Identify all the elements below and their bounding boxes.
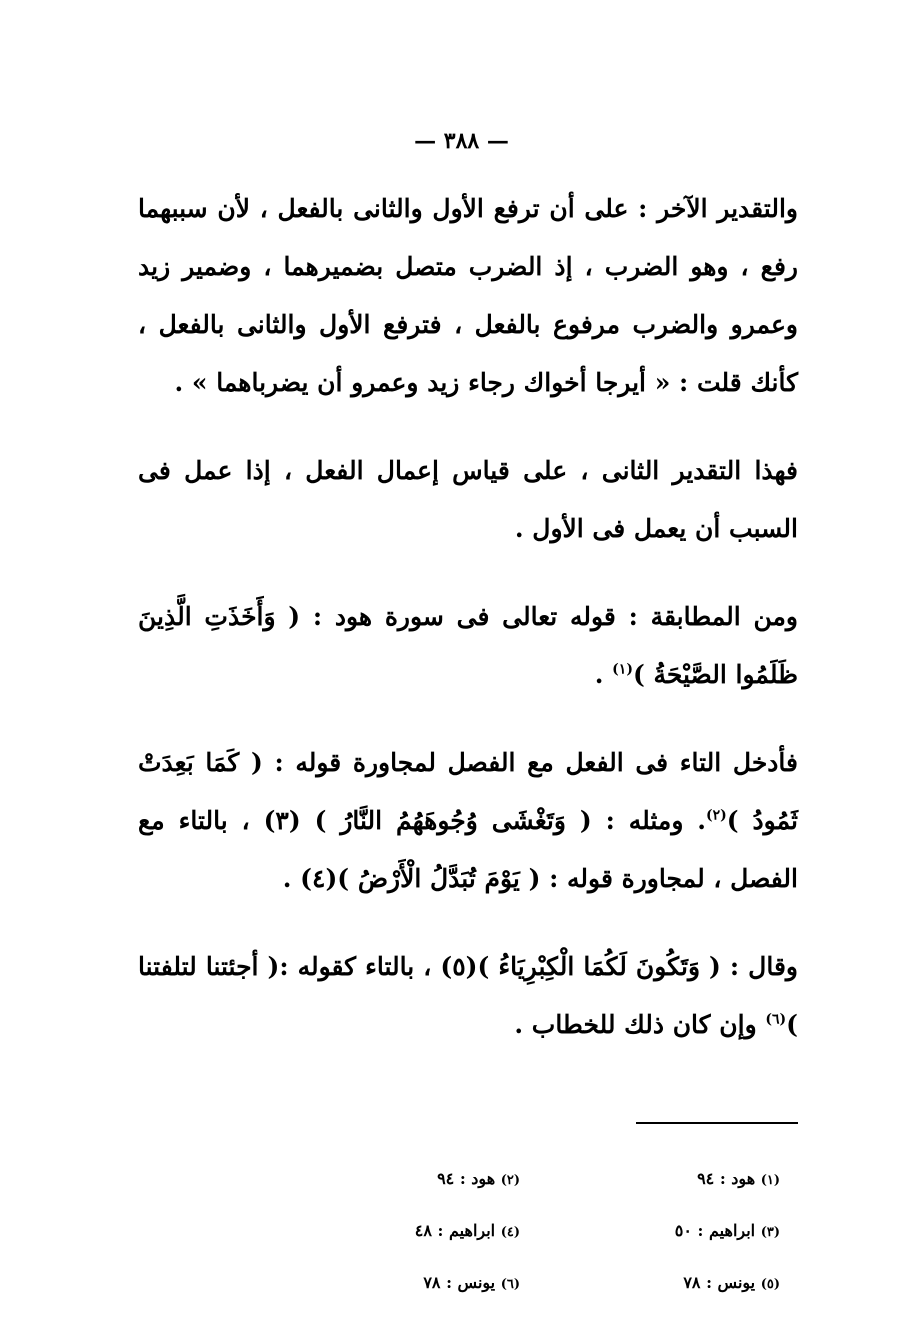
paragraph <box>138 734 798 908</box>
paragraph-tail: . ومثله : ( وَتَغْشَى وُجُوهَهُمُ النَّارُ ) (٣) ، بالتاء مع الفصل ، لمجاورة قوله : ( يَوْمَ تُبَدَّلُ الْأَرْضُ )(٤) . <box>138 806 798 893</box>
page-number: — ٣٨٨ — <box>414 128 509 154</box>
footnote-row <box>300 1152 780 1204</box>
footnote-number: (٤) <box>500 1224 520 1240</box>
footnote-divider <box>636 1122 798 1124</box>
paragraph-tail: . <box>594 660 613 689</box>
footnote <box>300 1221 520 1240</box>
footnote <box>300 1169 520 1188</box>
footnote-text: يونس : ٧٨ <box>683 1272 756 1292</box>
footnote-row <box>300 1204 780 1256</box>
footnote-marker: (١) <box>612 661 633 678</box>
footnote-text: ابراهيم : ٥٠ <box>674 1220 756 1240</box>
paragraph <box>138 442 798 558</box>
paragraph-text: وقال : ( وَتَكُونَ لَكُمَا الْكِبْرِيَاءُ )(٥) ، بالتاء كقوله :( أجئتنا لتلفتنا ) <box>138 952 798 1039</box>
paragraph-text: ومن المطابقة : قوله تعالى فى سورة هود : ( وَأَخَذَتِ الَّذِينَ ظَلَمُوا الصَّيْحَةُ ) <box>138 602 798 689</box>
footnote <box>560 1221 780 1240</box>
footnote-text: هود : ٩٤ <box>697 1168 756 1188</box>
paragraph <box>138 180 798 412</box>
footnote-number: (٦) <box>500 1276 520 1292</box>
footnote <box>560 1169 780 1188</box>
footnote <box>300 1273 520 1292</box>
footnote-number: (١) <box>760 1172 780 1188</box>
footnotes <box>300 1152 780 1308</box>
paragraph-tail: وإن كان ذلك للخطاب . <box>514 1010 766 1039</box>
footnote-marker: (٢) <box>706 807 727 824</box>
footnote-text: ابراهيم : ٤٨ <box>414 1220 496 1240</box>
footnote-number: (٣) <box>760 1224 780 1240</box>
footnote-text: هود : ٩٤ <box>437 1168 496 1188</box>
paragraph-text: فهذا التقدير الثانى ، على قياس إعمال الفعل ، إذا عمل فى السبب أن يعمل فى الأول . <box>138 456 798 543</box>
footnote-number: (٢) <box>500 1172 520 1188</box>
footnote-marker: (٦) <box>765 1011 787 1028</box>
footnote-number: (٥) <box>760 1276 780 1292</box>
paragraph-text: فأدخل التاء فى الفعل مع الفصل لمجاورة قوله : ( كَمَا بَعِدَتْ ثَمُودُ ) <box>138 748 798 835</box>
paragraph-text: والتقدير الآخر : على أن ترفع الأول والثانى بالفعل ، لأن سببهما رفع ، وهو الضرب ، إذ الضرب متصل بضميرهما ، وضمير زيد وعمرو والضرب مرفوع بالفعل ، فترفع الأول والثانى بالفعل ، كأنك قلت : « أيرجا أخواك رجاء زيد وعمرو أن يضرباهما » . <box>138 194 798 397</box>
footnote-row <box>300 1256 780 1308</box>
main-text <box>138 180 798 1084</box>
footnote-text: يونس : ٧٨ <box>423 1272 496 1292</box>
footnote <box>560 1273 780 1292</box>
paragraph <box>138 588 798 704</box>
paragraph <box>138 938 798 1054</box>
